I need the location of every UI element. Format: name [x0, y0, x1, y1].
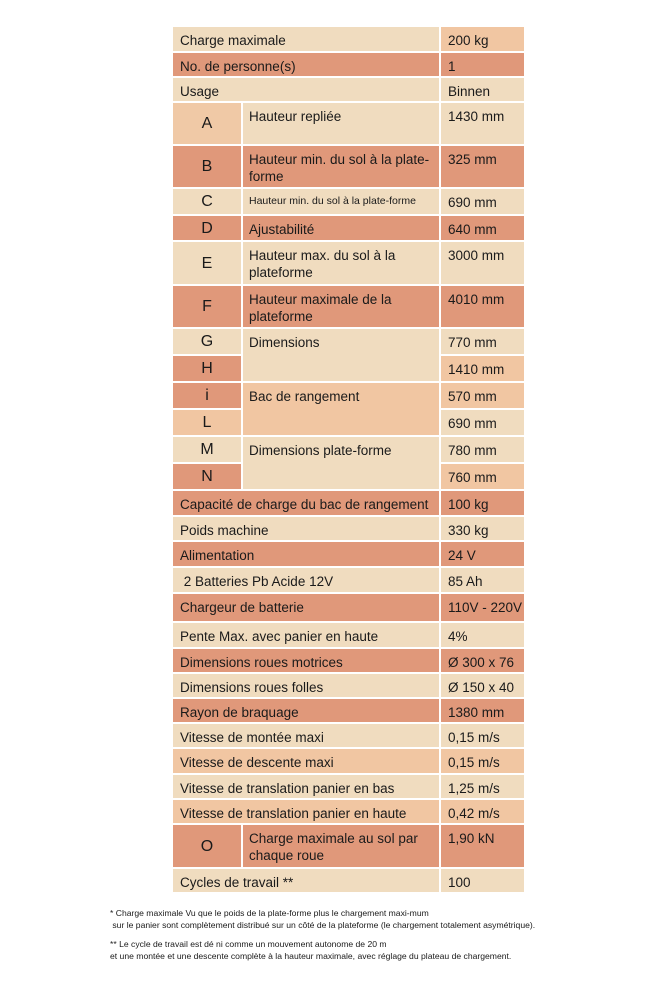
row-value: 330 kg [441, 517, 524, 540]
row-label: Hauteur repliée [243, 103, 441, 144]
table-row [173, 286, 524, 329]
row-letter: H [173, 356, 243, 383]
row-value: Ø 150 x 40 [441, 674, 524, 697]
row-letter: O [173, 825, 243, 867]
footnotes [110, 908, 630, 970]
row-label: Hauteur max. du sol à la plateforme [243, 242, 441, 284]
row-label: Cycles de travail ** [173, 869, 441, 892]
row-label: Alimentation [173, 542, 441, 566]
row-label: Capacité de charge du bac de rangement [173, 491, 441, 515]
table-row [173, 517, 524, 542]
row-letter: B [173, 146, 243, 187]
row-letter: E [173, 242, 243, 284]
table-row [173, 542, 524, 568]
row-letter: N [173, 464, 243, 491]
table-row [173, 869, 524, 894]
row-label: Hauteur maximale de la plateforme [243, 286, 441, 327]
row-value: 4% [441, 623, 524, 647]
row-label: Charge maximale au sol par chaque roue [243, 825, 441, 867]
table-row [173, 189, 524, 216]
row-letter: D [173, 216, 243, 240]
row-label: Hauteur min. du sol à la plate-forme [243, 189, 441, 214]
row-label: 2 Batteries Pb Acide 12V [173, 568, 441, 592]
row-value: 1,90 kN [441, 825, 524, 867]
table-row [173, 623, 524, 649]
row-label: Dimensions [243, 329, 441, 383]
table-row [173, 825, 524, 869]
row-label: Vitesse de descente maxi [173, 749, 441, 773]
row-letter: L [173, 410, 243, 437]
table-row [173, 800, 524, 825]
row-value: 760 mm [441, 464, 524, 491]
storage-tray-group [173, 383, 524, 437]
table-row [173, 568, 524, 594]
table-row [173, 749, 524, 775]
table-row [173, 242, 524, 286]
row-label: Rayon de braquage [173, 699, 441, 722]
row-label: Vitesse de montée maxi [173, 724, 441, 747]
row-value: 570 mm [441, 383, 524, 410]
row-value: 24 V [441, 542, 524, 566]
row-value: 1,25 m/s [441, 775, 524, 798]
row-value: 4010 mm [441, 286, 524, 327]
row-value: 110V - 220V [441, 594, 524, 621]
footnote-2-line-2: et une montée et une descente complète à la hauteur maximale, avec réglage du plateau de chargement. [110, 950, 512, 961]
row-value: 325 mm [441, 146, 524, 187]
row-label: Bac de rangement [243, 383, 441, 437]
table-row [173, 216, 524, 242]
table-row [173, 103, 524, 146]
row-value: 780 mm [441, 437, 524, 464]
row-value: 200 kg [441, 27, 524, 51]
table-row [173, 491, 524, 517]
table-row [173, 78, 524, 103]
row-label: Vitesse de translation panier en bas [173, 775, 441, 798]
row-value: Ø 300 x 76 [441, 649, 524, 672]
row-value: 1380 mm [441, 699, 524, 722]
table-row [173, 53, 524, 78]
row-label: Hauteur min. du sol à la plate-forme [243, 146, 441, 187]
row-letter: i [173, 383, 243, 410]
row-label: Poids machine [173, 517, 441, 540]
row-value: 690 mm [441, 189, 524, 214]
row-label: Dimensions roues folles [173, 674, 441, 697]
row-label: No. de personne(s) [173, 53, 441, 76]
spec-table [173, 27, 524, 894]
footnote-1-line-1: * Charge maximale Vu que le poids de la plate-forme plus le chargement maxi-mum [110, 908, 429, 918]
row-label: Dimensions roues motrices [173, 649, 441, 672]
table-row [173, 649, 524, 674]
row-value: 100 kg [441, 491, 524, 515]
dimensions-group [173, 329, 524, 383]
row-letter: A [173, 103, 243, 144]
row-value: 100 [441, 869, 524, 892]
row-value: 3000 mm [441, 242, 524, 284]
table-row [173, 724, 524, 749]
table-row [173, 594, 524, 623]
row-letter: C [173, 189, 243, 214]
row-value: 0,42 m/s [441, 800, 524, 823]
row-value: 0,15 m/s [441, 749, 524, 773]
footnote-1-line-2: sur le panier sont complètement distribué sur un côté de la plateforme (le chargement totalement asymétrique). [110, 919, 536, 930]
row-label: Chargeur de batterie [173, 594, 441, 621]
row-value: 1430 mm [441, 103, 524, 144]
table-row [173, 27, 524, 53]
row-label: Charge maximale [173, 27, 441, 51]
row-value: 85 Ah [441, 568, 524, 592]
table-row [173, 146, 524, 189]
row-value: 1410 mm [441, 356, 524, 383]
table-row [173, 699, 524, 724]
row-value: 690 mm [441, 410, 524, 437]
row-letter: M [173, 437, 243, 464]
row-value: 1 [441, 53, 524, 76]
table-row [173, 674, 524, 699]
row-label: Ajustabilité [243, 216, 441, 240]
row-label: Pente Max. avec panier en haute [173, 623, 441, 647]
row-value: 770 mm [441, 329, 524, 356]
platform-dimensions-group [173, 437, 524, 491]
row-label: Vitesse de translation panier en haute [173, 800, 441, 823]
footnote-2-line-1: ** Le cycle de travail est dé ni comme un mouvement autonome de 20 m [110, 939, 387, 949]
row-value: 0,15 m/s [441, 724, 524, 747]
row-value: Binnen [441, 78, 524, 101]
row-label: Usage [173, 78, 441, 101]
table-row [173, 775, 524, 800]
row-label: Dimensions plate-forme [243, 437, 441, 491]
row-letter: F [173, 286, 243, 327]
row-letter: G [173, 329, 243, 356]
row-value: 640 mm [441, 216, 524, 240]
